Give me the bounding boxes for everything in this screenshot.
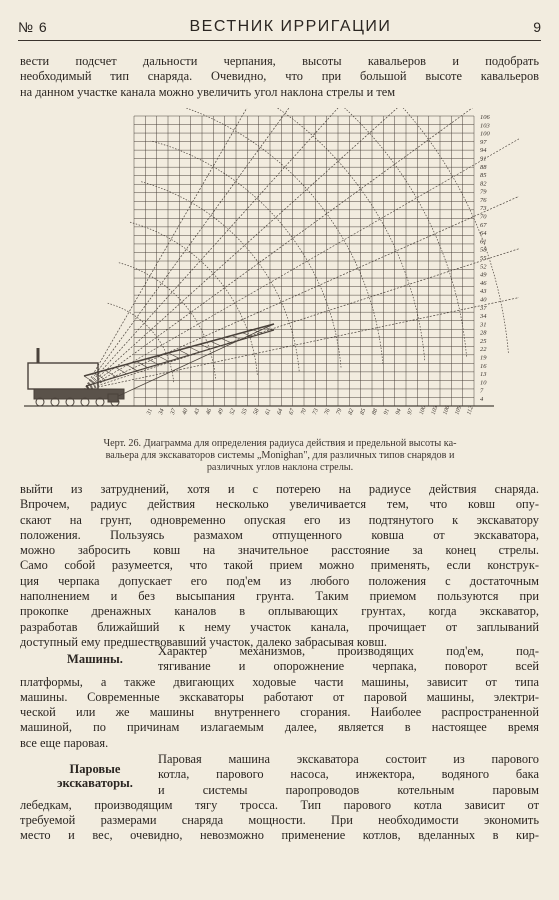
text-line: Паровая машина экскаватора состоит из парового xyxy=(158,752,539,766)
text-line: тягивание и опорожнение черпака, поворот всей xyxy=(158,659,539,674)
journal-title: ВЕСТНИК ИРРИГАЦИИ xyxy=(189,18,392,35)
height-tick-label: 76 xyxy=(480,196,487,204)
section-heading-machines: Машины. xyxy=(67,652,123,666)
radius-tick-label: 70 xyxy=(300,407,309,416)
height-tick-label: 79 xyxy=(480,188,487,196)
text-line: лебедкам, производящим тягу тросса. Тип парового котла зависит от xyxy=(20,797,539,812)
height-tick-label: 97 xyxy=(480,138,487,146)
radius-tick-label: 79 xyxy=(335,407,344,416)
radius-tick-label: 88 xyxy=(371,407,380,416)
height-tick-label: 85 xyxy=(480,172,487,180)
height-tick-label: 7 xyxy=(480,387,484,395)
height-tick-label: 67 xyxy=(480,221,487,229)
text-line: Характер механизмов, производящих под'ем, под- xyxy=(158,644,539,658)
text-line: машиной, по причинам излагаемым далее, является в настоящее время xyxy=(20,720,539,735)
caption-line: Черт. 26. Диаграмма для определения радиуса действия и предельной высоты ка- xyxy=(103,438,457,449)
radius-tick-label: 31 xyxy=(146,407,154,416)
radius-arc xyxy=(183,108,466,357)
height-tick-label: 91 xyxy=(480,155,487,163)
height-tick-label: 43 xyxy=(480,288,487,296)
boom-angle-line xyxy=(84,229,519,390)
radius-tick-label: 55 xyxy=(241,407,249,416)
height-tick-label: 94 xyxy=(480,147,487,155)
text-line: вести подсчет дальности черпания, высоты кавальеров и подобрать xyxy=(20,54,539,68)
text-line: место и вес, очевидно, невозможно применение котлов, вделанных в кир- xyxy=(20,828,539,843)
radius-tick-label: 43 xyxy=(193,407,202,416)
height-tick-label: 34 xyxy=(480,313,487,321)
text-line: разработав ближайший к нему участок канала, прочищает от заплываний xyxy=(20,619,539,634)
radius-tick-label: 106 xyxy=(442,405,452,416)
boom-truss-brace xyxy=(221,338,231,342)
height-tick-label: 31 xyxy=(480,321,487,329)
page-header xyxy=(18,14,541,41)
text-line: Впрочем, радиус действия несколько увеличивается тем, что ковш опу- xyxy=(20,497,539,512)
excavator-radius-diagram xyxy=(24,108,519,438)
height-tick-label: 4 xyxy=(480,396,484,403)
height-tick-label: 16 xyxy=(480,362,487,370)
boom-truss-brace xyxy=(158,356,169,362)
height-tick-label: 70 xyxy=(480,213,487,221)
radius-arc xyxy=(129,222,257,375)
radius-tick-label: 91 xyxy=(383,407,391,416)
text-line: положения. Пользуясь размахом отпущенного ковша от экскаватора, xyxy=(20,527,539,542)
text-line: котла, парового насоса, инжектора, водяного бака xyxy=(158,767,539,782)
boom-truss-brace xyxy=(126,364,137,370)
text-line: наполнением и без высыпания грунта. Таким приемом пользуются при xyxy=(20,589,539,604)
radius-tick-label: 73 xyxy=(312,407,320,416)
height-tick-label: 25 xyxy=(480,337,487,345)
text-line: машины. Современные экскаваторы работают от паровой машины, электри- xyxy=(20,689,539,704)
radius-tick-label: 97 xyxy=(406,407,415,416)
radius-tick-label: 46 xyxy=(205,407,214,416)
boom-truss-brace xyxy=(200,344,210,349)
height-tick-label: 73 xyxy=(480,205,487,213)
caption-line: различных углов наклона стрелы. xyxy=(206,462,354,473)
radius-arc xyxy=(162,108,383,364)
boom-angle-line xyxy=(84,130,519,390)
radius-tick-label: 61 xyxy=(264,407,273,416)
text-line: ческой или же машины внутреннего сгорания. Наиболее распространенной xyxy=(20,705,539,720)
text-line: все еще паровая. xyxy=(20,735,109,750)
radius-tick-label: 109 xyxy=(454,405,464,416)
radius-tick-label: 52 xyxy=(229,407,237,416)
paragraph-technique xyxy=(20,482,539,650)
radius-tick-label: 112 xyxy=(466,405,475,416)
text-line: прокопке дренажных каналов в оплывающих грунтах, когда экскаватор, xyxy=(20,604,539,619)
text-line: Само собой разумеется, что такой прием можно применять, если конструк- xyxy=(20,558,539,573)
height-tick-label: 37 xyxy=(480,304,487,312)
paragraph-steam-excavators xyxy=(20,752,539,844)
height-tick-label: 103 xyxy=(480,122,490,130)
heading-line: Паровые xyxy=(69,762,121,776)
radius-tick-label: 103 xyxy=(430,405,440,416)
radius-tick-label: 82 xyxy=(347,407,356,416)
text-line: можно забросить ковш на значительное расстояние за конец стрелы. xyxy=(20,543,539,558)
height-tick-label: 19 xyxy=(480,354,487,362)
paragraph-intro xyxy=(20,54,539,100)
height-tick-label: 49 xyxy=(480,271,487,279)
text-line: требуемой размерами снаряда мощности. При необходимости экономить xyxy=(20,813,539,828)
text-line: необходимый тип снаряда. Очевидно, что при большой высоте кавальеров xyxy=(20,69,539,84)
boom-truss-brace xyxy=(211,341,221,346)
boom-truss-brace xyxy=(179,350,189,355)
height-tick-label: 10 xyxy=(480,379,487,387)
radius-tick-label: 37 xyxy=(169,407,178,416)
text-line: скают на грунт, одновременно опуская его из подтянутого к экскаватору xyxy=(20,512,539,527)
height-tick-label: 58 xyxy=(480,246,487,254)
radius-tick-label: 85 xyxy=(359,407,368,416)
figure-caption xyxy=(30,438,530,474)
text-line: на данном участке канала можно увеличить угол наклона стрелы и тем xyxy=(20,84,396,99)
caption-line: вальера для экскаваторов системы „Monighan", для различных типов снарядов и xyxy=(105,450,455,461)
boom-angle-line xyxy=(84,279,519,390)
paragraph-machines xyxy=(20,644,539,751)
radius-tick-label: 34 xyxy=(158,407,166,416)
height-tick-label: 40 xyxy=(480,296,487,304)
height-tick-label: 28 xyxy=(480,329,487,337)
bucket xyxy=(108,394,118,402)
text-line: и системы паропроводов котельным паровым xyxy=(158,782,539,797)
text-line: ция черпака допускает его под'ем из любого положения с достаточным xyxy=(20,573,539,588)
text-line: доступный ему предшествовавший участок, далеко забрасывая ковш. xyxy=(20,634,387,649)
boom-truss-brace xyxy=(168,353,179,358)
radius-tick-label: 49 xyxy=(217,407,226,416)
text-line: платформы, а также двигающих ходовые части машины, зависит от типа xyxy=(20,674,539,689)
radius-arc xyxy=(173,108,425,360)
height-tick-label: 55 xyxy=(480,255,487,262)
radius-tick-label: 100 xyxy=(418,405,428,416)
radius-tick-label: 94 xyxy=(395,407,403,416)
issue-number: № 6 xyxy=(18,19,48,35)
boom-truss-brace xyxy=(190,347,200,352)
height-tick-label: 64 xyxy=(480,230,487,238)
heading-line: экскаваторы. xyxy=(57,776,133,790)
height-tick-label: 61 xyxy=(480,238,487,246)
height-tick-label: 88 xyxy=(480,163,487,171)
radius-tick-label: 40 xyxy=(181,407,190,416)
height-tick-label: 46 xyxy=(480,279,487,287)
height-tick-label: 106 xyxy=(480,114,490,121)
excavator-boom-bottom xyxy=(86,330,274,386)
radius-tick-label: 58 xyxy=(252,407,261,416)
height-tick-label: 100 xyxy=(480,130,490,138)
radius-tick-label: 64 xyxy=(276,407,285,416)
page-number: 9 xyxy=(533,19,541,35)
text-line: выйти из затруднений, хотя и с потерею на радиусе действия снаряда. xyxy=(20,482,539,496)
radius-tick-label: 76 xyxy=(324,407,332,416)
height-tick-label: 52 xyxy=(480,263,487,271)
radius-tick-label: 67 xyxy=(288,407,297,416)
height-tick-label: 82 xyxy=(480,180,487,188)
height-tick-label: 22 xyxy=(480,346,487,354)
height-tick-label: 13 xyxy=(480,371,487,379)
